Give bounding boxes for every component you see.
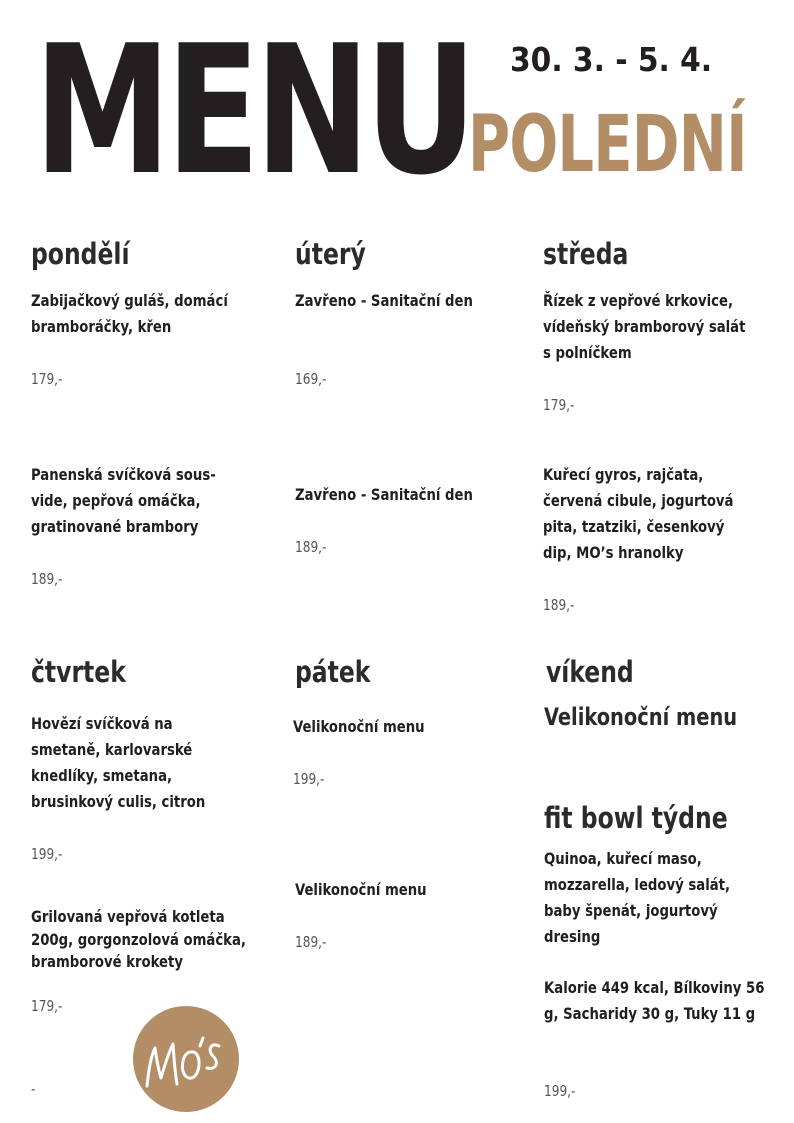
friday-price-2: 189,- [295, 933, 327, 951]
tuesday-price-1: 169,- [295, 370, 327, 388]
tuesday-dish-1: Zavřeno - Sanitační den [295, 291, 473, 310]
fit-bowl-price: 199,- [544, 1082, 576, 1100]
tuesday-dish-2: Zavřeno - Sanitační den [295, 485, 473, 504]
wednesday-dish-2: Kuřecí gyros, rajčata, červená cibule, jogurtová pita, tzatziki, česenkový dip, MO’s hranolky [543, 465, 734, 562]
friday-dish-2: Velikonoční menu [295, 880, 427, 899]
monday-dish-2: Panenská svíčková sous-vide, pepřová omáčka, gratinované brambory [31, 465, 216, 536]
day-heading-tuesday: úterý [295, 237, 366, 271]
day-heading-monday: pondělí [31, 237, 130, 271]
mos-logo [133, 1006, 239, 1112]
friday-dish-1: Velikonoční menu [293, 717, 425, 736]
monday-dish-1: Zabijačkový guláš, domácí bramboráčky, křen [31, 291, 228, 336]
date-range: 30. 3. - 5. 4. [510, 40, 713, 79]
wednesday-price-2: 189,- [543, 596, 575, 614]
fit-bowl-dish: Quinoa, kuřecí maso, mozzarella, ledový salát, baby špenát, jogurtový dresing [544, 849, 731, 946]
thursday-price-2: 179,- [31, 997, 63, 1015]
fit-bowl-nutrition: Kalorie 449 kcal, Bílkoviny 56 g, Sacharidy 30 g, Tuky 11 g [544, 978, 765, 1023]
day-heading-weekend: víkend [546, 655, 634, 689]
wednesday-price-1: 179,- [543, 396, 575, 414]
friday-price-1: 199,- [293, 770, 325, 788]
monday-price-2: 189,- [31, 570, 63, 588]
day-heading-friday: pátek [295, 655, 371, 689]
menu-title: MENU [34, 7, 472, 214]
monday-price-1: 179,- [31, 370, 63, 388]
fit-bowl-heading: fit bowl týdne [544, 801, 728, 835]
lunch-subtitle: POLEDNÍ [468, 100, 747, 190]
thursday-dish-2: Grilovaná vepřová kotleta 200g, gorgonzolová omáčka, bramborové krokety [31, 907, 246, 971]
thursday-price-3: - [31, 1080, 36, 1098]
wednesday-dish-1: Řízek z vepřové krkovice, vídeňský bramborový salát s polníčkem [543, 291, 746, 362]
thursday-price-1: 199,- [31, 845, 63, 863]
mos-logo-icon [133, 1006, 239, 1112]
thursday-dish-1: Hovězí svíčková na smetaně, karlovarské knedlíky, smetana, brusinkový culis, citron [31, 714, 206, 811]
tuesday-price-2: 189,- [295, 538, 327, 556]
day-heading-wednesday: středa [543, 237, 629, 271]
day-heading-thursday: čtvrtek [31, 655, 126, 689]
weekend-menu-text: Velikonoční menu [544, 703, 738, 731]
